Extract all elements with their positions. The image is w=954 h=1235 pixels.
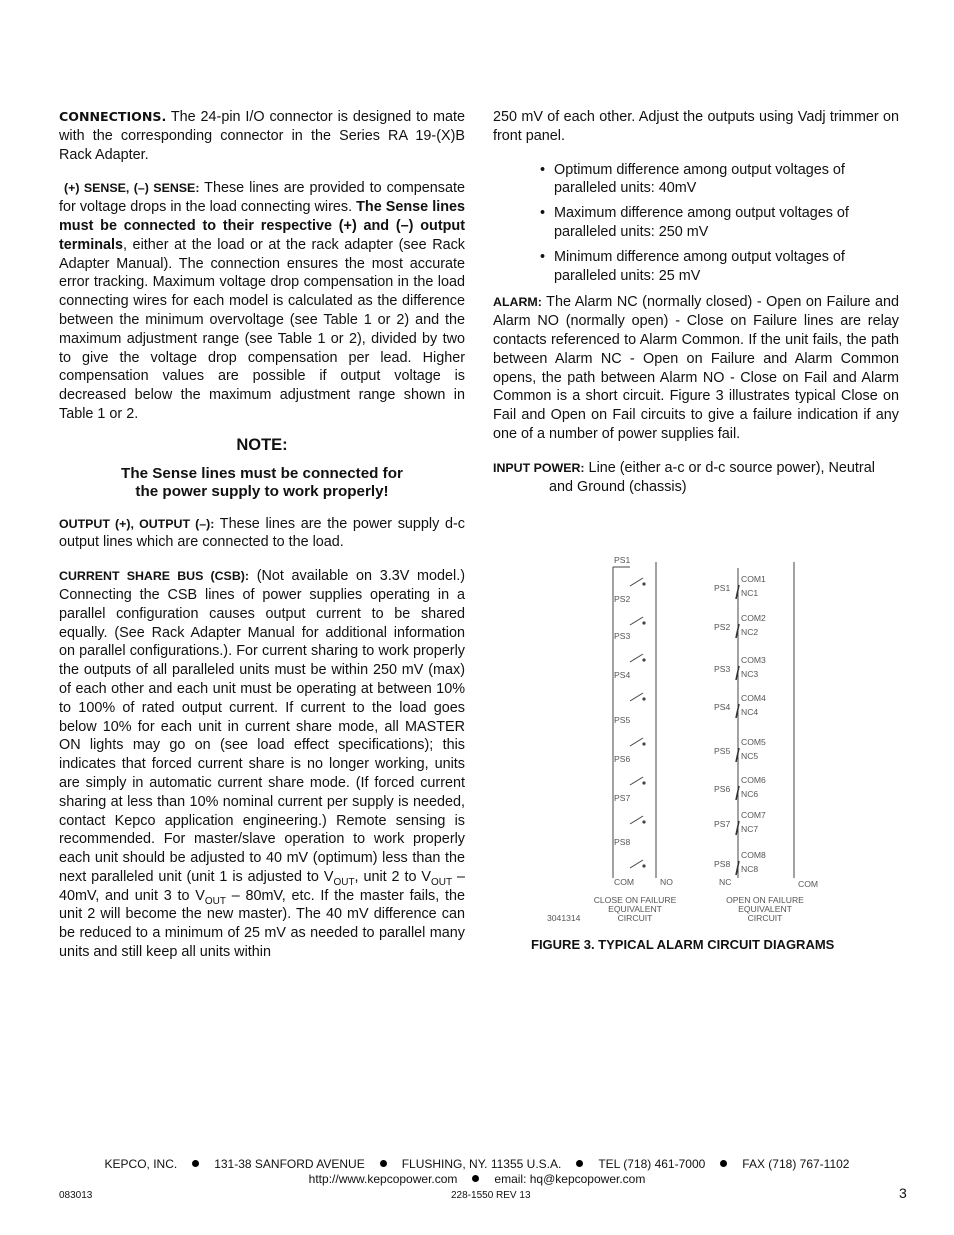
output-text: These lines are the power supply d-c output lines which are connected to the load. — [59, 515, 465, 551]
csb-label: CURRENT SHARE BUS (CSB): — [59, 569, 250, 584]
bullet-dot-icon — [192, 1160, 199, 1167]
nc-label: NC — [719, 877, 732, 887]
csb-mid-1: , unit 2 to V — [354, 868, 431, 885]
output-paragraph — [59, 515, 465, 553]
connections-paragraph — [59, 108, 465, 164]
contact-dot — [642, 658, 645, 661]
switch-contact — [630, 816, 643, 824]
note-line-1: The Sense lines must be connected for — [121, 464, 403, 482]
sense-label: (+) SENSE, (–) SENSE: — [63, 181, 200, 196]
com-label: COM6 — [741, 775, 766, 785]
contact-dot — [642, 820, 645, 823]
input-power-paragraph — [493, 459, 899, 497]
sense-bold: The Sense lines must be connected to their respective (+) and (–) output terminals — [59, 199, 466, 253]
switch-contact — [630, 617, 643, 625]
circuit-caption: EQUIVALENT — [608, 904, 662, 914]
bullet-item: • Optimum difference among output voltages of paralleled units: 40mV — [538, 161, 899, 199]
ps-label: PS8 — [614, 837, 631, 847]
footer-web-link[interactable]: http://www.kepcopower.com — [308, 1171, 458, 1186]
footer-email-link[interactable]: email: hq@kepcopower.com — [494, 1171, 646, 1186]
csb-paragraph — [59, 567, 465, 962]
contact-dot — [642, 864, 645, 867]
document-revision: 228-1550 REV 13 — [451, 1190, 531, 1201]
circuit-caption: CIRCUIT — [617, 913, 653, 923]
circuit-caption: OPEN ON FAILURE — [726, 895, 804, 905]
switch-contact — [630, 578, 643, 586]
ps-label: PS5 — [714, 746, 731, 756]
bullet-list — [493, 161, 899, 286]
right-column — [493, 108, 899, 496]
input-power-label: INPUT POWER: — [493, 460, 585, 475]
footer-tel: TEL (718) 461-7000 — [598, 1157, 706, 1171]
vout-sub-3: OUT — [204, 895, 226, 907]
csb-mid-2: – 40mV, and unit 3 to V — [59, 868, 465, 904]
com-label: COM2 — [741, 613, 766, 623]
document-code: 083013 — [59, 1190, 93, 1201]
nc-label: NC8 — [741, 864, 759, 874]
nc-label: NC5 — [741, 751, 759, 761]
com-label: COM4 — [741, 693, 766, 703]
com-label: COM8 — [741, 850, 766, 860]
nc-label: NC7 — [741, 824, 759, 834]
page-number: 3 — [899, 1185, 907, 1201]
bullet-dot-icon — [576, 1160, 583, 1167]
ps-label: PS3 — [714, 664, 731, 674]
ps-label: PS3 — [614, 631, 631, 641]
circuit-caption: CIRCUIT — [747, 913, 783, 923]
ps-label: PS1 — [614, 555, 631, 565]
com-label: COM — [614, 877, 635, 887]
drawing-number: 3041314 — [547, 913, 581, 923]
adjust-paragraph: 250 mV of each other. Adjust the outputs using Vadj trimmer on front panel. — [493, 109, 899, 144]
alarm-text: The Alarm NC (normally closed) - Open on Failure and Alarm NO (normally open) - Close on Failure lines are relay contacts referenced to Alarm Common. If the unit fails, the path between Alarm NC - Open on Failure and Alarm Common opens, the path between Alarm NO - Close on Fail and Alarm Common is a short circuit. Figure 3 illustrates typical Close on Fail and Open on Fail circuits to give a failure indication if any one of a number of power supplies fail. — [493, 294, 899, 442]
com-label: COM — [798, 879, 819, 889]
ps-label: PS6 — [614, 754, 631, 764]
ps-label: PS4 — [614, 670, 631, 680]
csb-end: – 80mV, etc. If the master fails, the unit 2 will become the new master). The 40 mV difference can be reduced to a minimum of 25 mV as needed to parallel many units and still keep all units within — [59, 887, 466, 961]
nc-label: NC3 — [741, 669, 759, 679]
no-label: NO — [660, 877, 673, 887]
sense-text-2: , either at the load or at the rack adapter (see Rack Adapter Manual). The connection ensures the most accurate error tracking. Maximum voltage drop compensation in the load connecting wires for each model is calculated as the difference between the minimum overvoltage (see Table 1 or 2) and the maximum adjustment range (see Table 1 or 2), divided by two to give the voltage drop compensation per lead. Higher compensation values are possible if output voltage is decreased below the maximum adjustment range shown in Table 1 or 2. — [59, 236, 465, 422]
alarm-circuit-diagram — [536, 548, 836, 928]
switch-contact — [630, 693, 643, 701]
nc-label: NC2 — [741, 627, 759, 637]
ps-label: PS8 — [714, 859, 731, 869]
alarm-label: ALARM: — [493, 295, 542, 310]
switch-contact — [630, 860, 643, 868]
switch-contact — [630, 777, 643, 785]
note-line-2: the power supply to work properly! — [135, 483, 389, 501]
com-label: COM7 — [741, 810, 766, 820]
contact-dot — [642, 697, 645, 700]
ps-label: PS7 — [614, 793, 631, 803]
connections-label: CONNECTIONS. — [59, 109, 167, 124]
figure-caption: FIGURE 3. TYPICAL ALARM CIRCUIT DIAGRAMS — [531, 937, 835, 952]
note-heading: NOTE: — [236, 435, 288, 454]
nc-label: NC1 — [741, 588, 759, 598]
circuit-caption: EQUIVALENT — [738, 904, 792, 914]
csb-text: (Not available on 3.3V model.) Connecting the CSB lines of power supplies operating in a parallel configuration causes output current to be shared equally. (See Rack Adapter Manual for additional information on parallel configurations.). For current sharing to work properly the outputs of all paralleled units must be within 250 mV (max) of each other and each unit must be operating at between 10% to 100% of rated output current. If current to the load goes below 10% for each unit in current share mode, all MASTER ON lights may go on (see load effect specifications); this indicates that forced current share is no longer working, units are simply in automatic current share mode. (If forced current sharing at less than 10% nominal current per supply is needed, contact Kepco application engineering.) Remote sensing is recommended. For master/slave operation to work properly each unit should be adjusted to 40 mV (optimum) less than the next paralleled unit (unit 1 is adjusted to V — [59, 568, 465, 885]
alarm-paragraph — [493, 293, 899, 443]
ps-label: PS5 — [614, 715, 631, 725]
vout-sub-1: OUT — [333, 876, 355, 888]
ps-label: PS7 — [714, 819, 731, 829]
input-power-text: Line (either a-c or d-c source power), Neutral and Ground (chassis) — [549, 459, 875, 495]
ps-label: PS4 — [714, 702, 731, 712]
vout-sub-2: OUT — [430, 876, 453, 888]
switch-contact — [630, 738, 643, 746]
com-label: COM5 — [741, 737, 766, 747]
contact-dot — [642, 621, 645, 624]
note-body — [59, 465, 465, 502]
footer — [0, 1157, 954, 1186]
contact-dot — [642, 582, 645, 585]
alarm-circuit-figure — [536, 548, 836, 928]
bullet-item: • Maximum difference among output voltages of paralleled units: 250 mV — [538, 204, 899, 242]
ps-label: PS2 — [614, 594, 631, 604]
contact-dot — [642, 742, 645, 745]
ps-label: PS2 — [714, 622, 731, 632]
bullet-item: • Minimum difference among output voltages of paralleled units: 25 mV — [538, 248, 899, 286]
nc-label: NC6 — [741, 789, 759, 799]
sense-text: These lines are provided to compensate for voltage drops in the load connecting wires. — [59, 180, 466, 216]
footer-city: FLUSHING, NY. 11355 U.S.A. — [401, 1157, 562, 1171]
com-label: COM1 — [741, 574, 766, 584]
bullet-dot-icon — [472, 1175, 479, 1182]
footer-street: 131-38 SANFORD AVENUE — [214, 1157, 365, 1171]
nc-label: NC4 — [741, 707, 759, 717]
circuit-caption: CLOSE ON FAILURE — [593, 895, 677, 905]
footer-address-row — [0, 1157, 954, 1172]
output-label: OUTPUT (+), OUTPUT (–): — [59, 516, 215, 531]
com-label: COM3 — [741, 655, 766, 665]
connections-text: The 24-pin I/O connector is designed to mate with the corresponding connector in the Series RA 19-(X)B Rack Adapter. — [59, 109, 465, 163]
contact-dot — [642, 781, 645, 784]
footer-fax: FAX (718) 767-1102 — [742, 1157, 850, 1171]
footer-web-row — [0, 1172, 954, 1187]
left-column — [59, 108, 465, 962]
footer-company: KEPCO, INC. — [104, 1157, 178, 1171]
ps-label: PS1 — [714, 583, 731, 593]
ps-label: PS6 — [714, 784, 731, 794]
bullet-dot-icon — [380, 1160, 387, 1167]
bullet-dot-icon — [720, 1160, 727, 1167]
sense-paragraph — [59, 179, 465, 423]
switch-contact — [630, 654, 643, 662]
